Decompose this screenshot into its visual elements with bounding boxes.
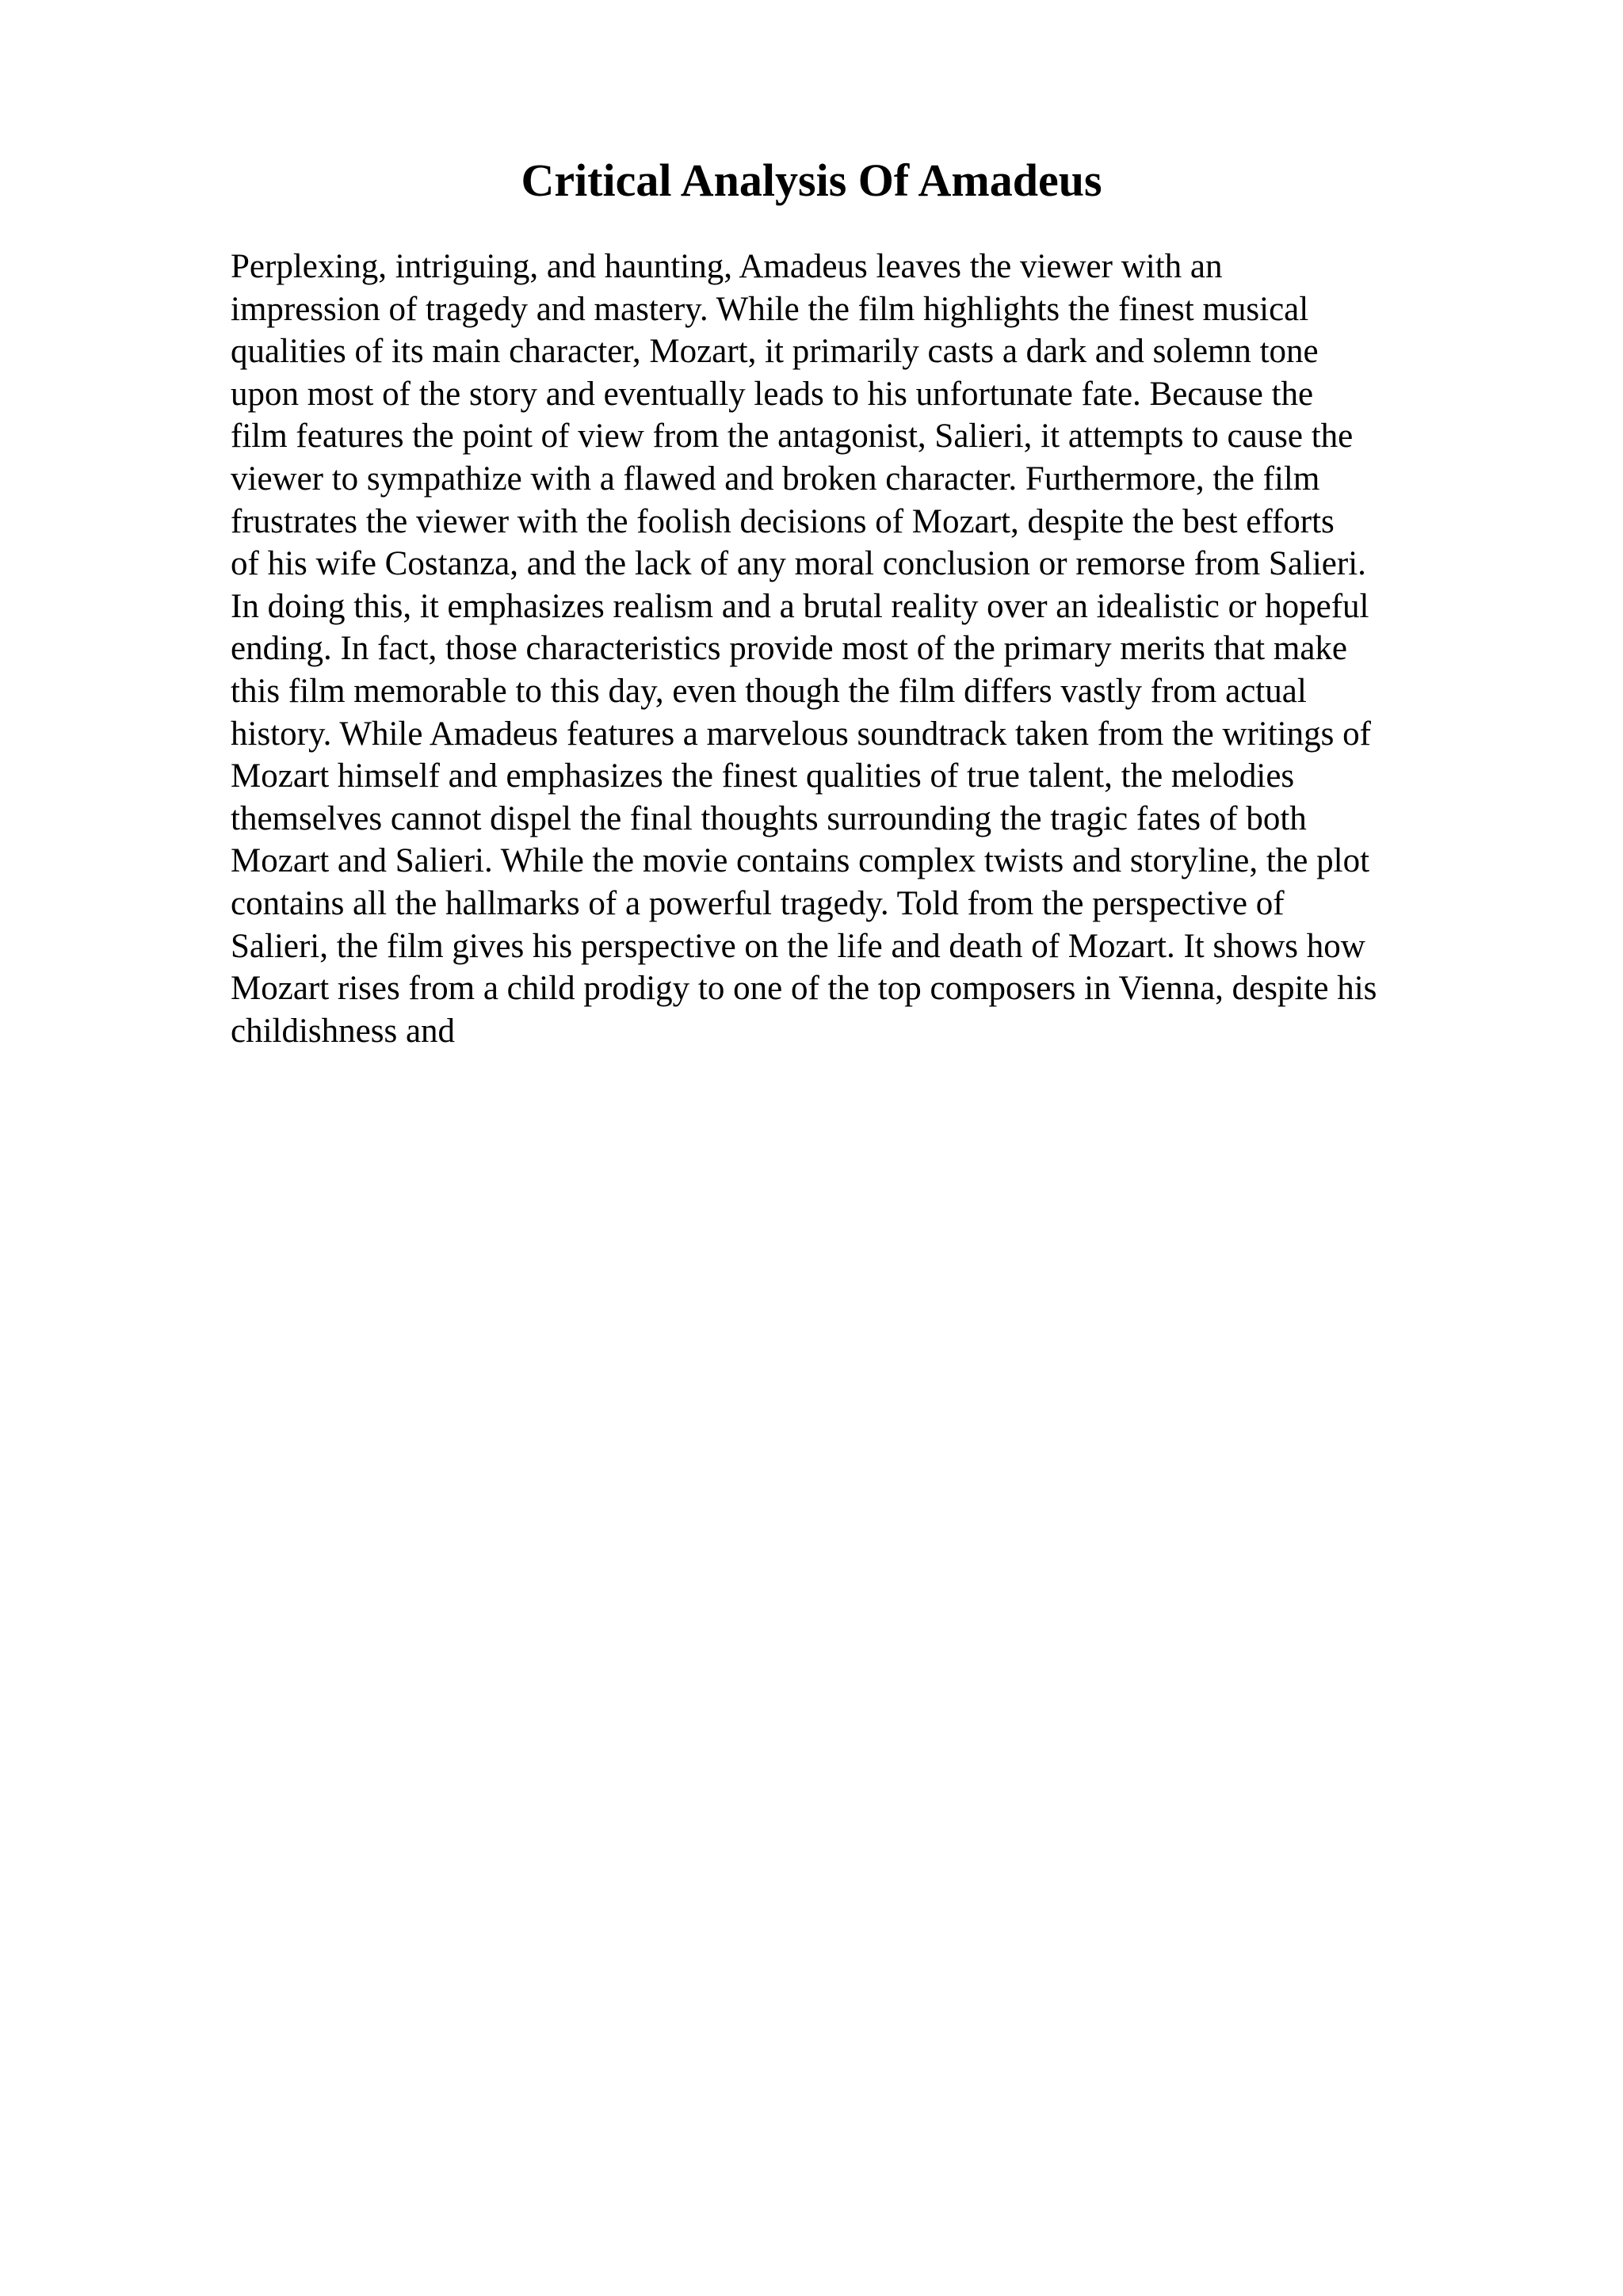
text-line: childishness and — [231, 1012, 456, 1050]
text-line: Salieri, the film gives his perspective on the life and death of Mozart. It shows how — [231, 927, 1365, 965]
text-line: Mozart rises from a child prodigy to one of the top composers in Vienna, despite his — [231, 970, 1377, 1008]
text-line: themselves cannot dispel the final thoughts surrounding the tragic fates of both — [231, 799, 1307, 837]
text-line: of his wife Costanza, and the lack of any moral conclusion or remorse from Salieri. — [231, 545, 1366, 583]
text-line: this film memorable to this day, even though the film differs vastly from actual — [231, 672, 1307, 710]
body-paragraph — [231, 246, 1499, 1052]
document-title: Critical Analysis Of Amadeus — [521, 154, 1102, 206]
text-line: frustrates the viewer with the foolish decisions of Mozart, despite the best efforts — [231, 502, 1335, 540]
text-line: qualities of its main character, Mozart, it primarily casts a dark and solemn tone — [231, 333, 1319, 371]
text-line: film features the point of view from the antagonist, Salieri, it attempts to cause the — [231, 418, 1354, 456]
text-line: upon most of the story and eventually leads to his unfortunate fate. Because the — [231, 375, 1314, 413]
text-line: In doing this, it emphasizes realism and a brutal reality over an idealistic or hopeful — [231, 587, 1369, 625]
text-line: ending. In fact, those characteristics provide most of the primary merits that make — [231, 630, 1347, 668]
text-line: Perplexing, intriguing, and haunting, Amadeus leaves the viewer with an — [231, 248, 1223, 285]
text-line: contains all the hallmarks of a powerful tragedy. Told from the perspective of — [231, 884, 1285, 922]
text-line: history. While Amadeus features a marvelous soundtrack taken from the writings of — [231, 715, 1371, 753]
text-line: impression of tragedy and mastery. While the film highlights the finest musical — [231, 290, 1309, 328]
text-line: Mozart himself and emphasizes the finest qualities of true talent, the melodies — [231, 757, 1295, 795]
text-line: viewer to sympathize with a flawed and broken character. Furthermore, the film — [231, 460, 1320, 498]
text-line: Mozart and Salieri. While the movie contains complex twists and storyline, the plot — [231, 842, 1370, 880]
